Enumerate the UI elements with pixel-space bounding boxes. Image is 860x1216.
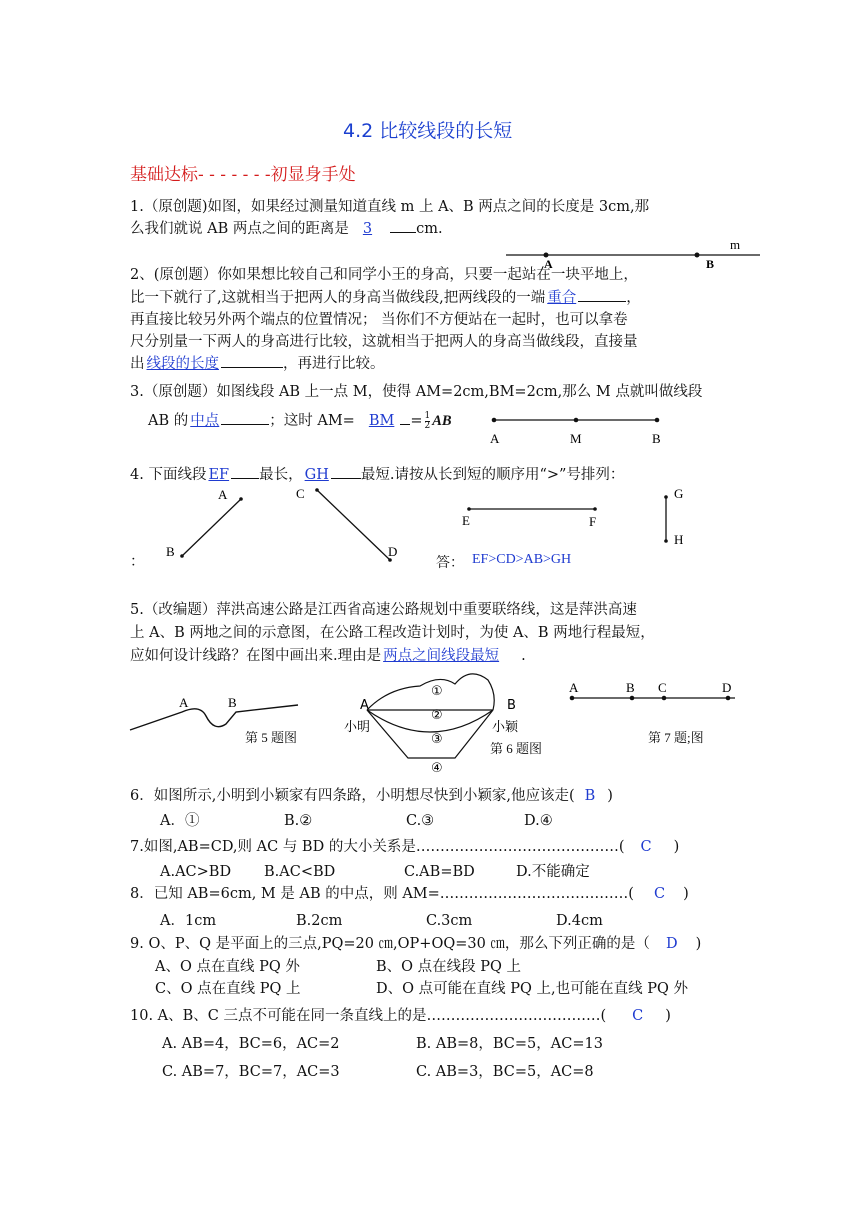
point-h-label: H	[674, 532, 684, 547]
q2-answer1: 重合	[547, 290, 577, 306]
point-a-label: A	[179, 695, 189, 710]
point-a-label: A	[490, 431, 500, 446]
point-a-label: A	[569, 680, 579, 695]
q4-answer1: EF	[208, 467, 230, 483]
route-3	[367, 710, 493, 732]
q5-line1: 5.（改编题）萍洪高速公路是江西省高速公路规划中重要联络线，这是萍洪高速	[130, 602, 637, 618]
point-a-label: A	[218, 487, 228, 502]
q5-answer: 两点之间线段最短	[383, 648, 500, 664]
fig6-caption: 第 6 题图	[490, 741, 543, 756]
point-c-label: C	[658, 680, 667, 695]
q8-answer: C	[653, 886, 666, 902]
point-d-label: D	[388, 544, 398, 559]
fig7-caption: 第 7 题;图	[648, 730, 704, 745]
q9-option-a: A、O 点在直线 PQ 外	[155, 959, 300, 975]
xiaoying-label: 小颖	[492, 720, 519, 735]
q1-figure	[506, 237, 760, 271]
q6-option-c: C.③	[406, 813, 435, 829]
point-b-label: B	[652, 431, 661, 446]
q10-option-a: A. AB=4，BC=6，AC=2	[162, 1036, 340, 1052]
q7-text: 7.如图,AB=CD,则 AC 与 BD 的大小关系是……………………………………( C )	[130, 839, 680, 855]
route-3-label: ③	[431, 732, 443, 747]
q4-colon: ：	[130, 554, 145, 570]
q4-figure	[166, 486, 683, 562]
q7-option-c: C.AB=BD	[404, 864, 475, 880]
section-heading: 基础达标- - - - - - -初显身手处	[130, 165, 356, 185]
q1-line2: 么我们就说 AB 两点之间的距离是 3 cm.	[130, 218, 443, 240]
q2-line5: 出 线段的长度 ，再进行比较。	[130, 353, 385, 375]
q9-option-d: D、O 点可能在直线 PQ 上,也可能在直线 PQ 外	[376, 981, 688, 997]
fig7-figure	[569, 680, 735, 700]
q6-text: 6．如图所示,小明到小颖家有四条路，小明想尽快到小颖家,他应该走( B )	[130, 788, 613, 804]
point-b-label: B	[626, 680, 635, 695]
q5-line2: 上 A、B 两地之间的示意图，在公路工程改造计划时，为使 A、B 两地行程最短，	[130, 625, 655, 641]
q10-text: 10. A、B、C 三点不可能在同一条直线上的是………………………………( C )	[130, 1008, 671, 1024]
q9-option-b: B、O 点在线段 PQ 上	[376, 959, 522, 975]
point-b-label: B	[166, 544, 175, 559]
q7-option-a: A.AC>BD	[160, 864, 232, 880]
q8-option-c: C.3cm	[426, 913, 473, 929]
point-a-label: A	[544, 257, 553, 271]
point-b-label: B	[706, 257, 715, 271]
q10-option-d: C. AB=3，BC=5，AC=8	[416, 1064, 594, 1080]
q2-line1: 2、(原创题）你如果想比较自己和同学小王的身高，只要一起站在一块平地上，	[130, 267, 638, 283]
page-title: 4.2 比较线段的长短	[343, 120, 513, 142]
route-2-label: ②	[431, 708, 443, 723]
q6-option-a: A．①	[160, 813, 200, 829]
q2-line4: 尺分别量一下两人的身高进行比较，这就相当于把两人的身高当做线段，直接量	[130, 334, 638, 350]
q7-option-d: D.不能确定	[516, 864, 590, 880]
q10-option-b: B. AB=8，BC=5，AC=13	[416, 1036, 603, 1052]
q3-answer2: BM	[368, 413, 395, 429]
q3-answer1: 中点	[190, 413, 220, 429]
q2-answer2: 线段的长度	[146, 356, 219, 372]
route-4-label: ④	[431, 761, 443, 776]
point-c-label: C	[296, 486, 305, 501]
point-a-label: A	[360, 698, 369, 713]
point-e-label: E	[462, 513, 470, 528]
fig6-routes	[344, 674, 519, 776]
point-d-label: D	[722, 680, 732, 695]
q6-option-b: B.②	[284, 813, 313, 829]
q4-answer-order: EF>CD>AB>GH	[472, 552, 572, 567]
point-b-label: B	[507, 698, 516, 713]
fig5-caption: 第 5 题图	[245, 730, 298, 745]
line-m-label: m	[730, 237, 741, 252]
q8-option-d: D.4cm	[556, 913, 603, 929]
q9-text: 9. O、P、Q 是平面上的三点,PQ=20 ㎝,OP+OQ=30 ㎝，那么下列正确的是（ D )	[130, 936, 702, 952]
q9-option-c: C、O 点在直线 PQ 上	[155, 981, 301, 997]
q5-figure	[130, 695, 298, 730]
route-4	[367, 710, 493, 758]
q5-line3: 应如何设计线路？在图中画出来.理由是 两点之间线段最短 .	[130, 648, 526, 664]
route-1-label: ①	[431, 684, 443, 699]
q4-line: 4. 下面线段 EF 最长， GH 最短.请按从长到短的顺序用“>”号排列：	[130, 464, 624, 486]
q3-line2: AB 的 中点 ；这时 AM= BM = $\frac{1}{2}$ AB	[148, 410, 452, 431]
q10-answer: C	[632, 1008, 644, 1024]
q8-option-b: B.2cm	[296, 913, 343, 929]
xiaoming-label: 小明	[344, 720, 371, 735]
q2-line2: 比一下就行了,这就相当于把两人的身高当做线段,把两线段的一端 重合 ，	[130, 287, 641, 309]
q1-answer: 3	[362, 221, 373, 237]
point-m-label: M	[570, 431, 582, 446]
q8-text: 8．已知 AB=6cm, M 是 AB 的中点，则 AM=…………………………………( C )	[130, 886, 689, 902]
point-b-label: B	[228, 695, 237, 710]
q6-option-d: D.④	[524, 813, 553, 829]
q3-figure	[490, 418, 661, 446]
q7-answer: C	[640, 839, 652, 855]
q2-line3: 再直接比较另外两个端点的位置情况； 当你们不方便站在一起时，也可以拿卷	[130, 312, 628, 328]
q10-option-c: C. AB=7，BC=7，AC=3	[162, 1064, 340, 1080]
q7-option-b: B.AC<BD	[264, 864, 336, 880]
point-g-label: G	[674, 486, 684, 501]
q9-answer: D	[665, 936, 678, 952]
q4-answer-label: 答：	[436, 556, 464, 571]
q3-line1: 3.（原创题）如图线段 AB 上一点 M，使得 AM=2cm,BM=2cm,那么 M 点就叫做线段	[130, 384, 703, 400]
q6-answer: B	[584, 788, 596, 804]
point-b	[695, 253, 700, 258]
q8-option-a: A．1cm	[160, 913, 217, 929]
point-f-label: F	[589, 514, 597, 529]
q1-line1: 1.（原创题)如图，如果经过测量知道直线 m 上 A、B 两点之间的长度是 3cm,那	[130, 199, 650, 215]
q4-answer2: GH	[304, 467, 329, 483]
